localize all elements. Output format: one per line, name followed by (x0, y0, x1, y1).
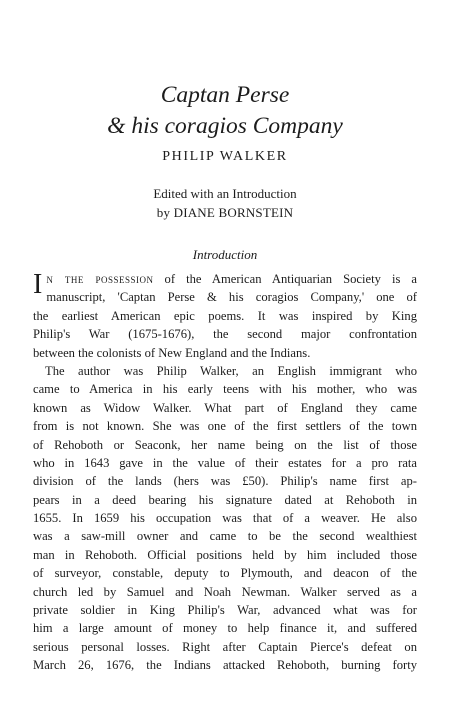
paragraph-line: division of the lands (hers was £50). Philip's name first ap- (33, 474, 417, 489)
section-heading: Introduction (192, 247, 258, 262)
paragraph-line: from is not known. She was one of the first settlers of the town (33, 419, 417, 434)
paragraph-line (33, 270, 417, 288)
paragraph-line: church led by Samuel and Noah Newman. Walker served as a (33, 584, 417, 599)
paragraph-line: March 26, 1676, the Indians attacked Rehoboth, burning forty (33, 658, 417, 673)
paragraph-line: The author was Philip Walker, an English immigrant who (45, 363, 417, 378)
editor-credit: by DIANE BORNSTEIN (156, 205, 294, 220)
paragraph-line: 1655. In 1659 his occupation was that of a weaver. He also (33, 511, 417, 526)
paragraph-line: him a large amount of money to help finance it, and suffered (33, 621, 417, 636)
paragraph-line: of Rehoboth or Seaconk, her name being on the list of those (33, 437, 417, 452)
first-line-text: of the American Antiquarian Society is a (153, 272, 418, 286)
paragraph-line: pears in a deed bearing his signature dated at Rehoboth in (33, 492, 417, 507)
paragraph-line: the earliest American epic poems. It was inspired by King (33, 308, 417, 323)
paragraph-line: known as Widow Walker. What part of England they came (33, 400, 417, 415)
paragraph-line: manuscript, 'Captan Perse & his coragios Company,' one of (46, 290, 417, 305)
paragraph-line: came to America in his early teens with his mother, who was (33, 382, 417, 397)
paragraph-line: of surveyor, constable, deputy to Plymouth, and deacon of the (33, 566, 417, 581)
small-caps-lead: n the possession (46, 272, 154, 286)
title-line-2: & his coragios Company (107, 113, 343, 139)
paragraph-line: who in 1643 gave in the value of their estates for a pro rata (33, 455, 417, 470)
body-text (33, 270, 417, 675)
paragraph-line: private soldier in King Philip's War, advanced what was for (33, 603, 417, 618)
paragraph-2 (33, 362, 417, 675)
paragraph-line: was a saw-mill owner and came to be the second wealthiest (33, 529, 417, 544)
edited-note: Edited with an Introduction (153, 186, 297, 201)
paragraph-line: Philip's War (1675-1676), the second major confrontation (33, 327, 417, 342)
author-name: PHILIP WALKER (162, 149, 288, 164)
paragraph-1 (33, 270, 417, 362)
paragraph-line: serious personal losses. Right after Captain Pierce's defeat on (33, 639, 417, 654)
title-line-1: Captan Perse (160, 82, 290, 108)
drop-cap: I (33, 269, 43, 300)
paragraph-line: between the colonists of New England and the Indians. (33, 345, 311, 360)
paragraph-line: man in Rehoboth. Official positions held by him included those (33, 547, 417, 562)
